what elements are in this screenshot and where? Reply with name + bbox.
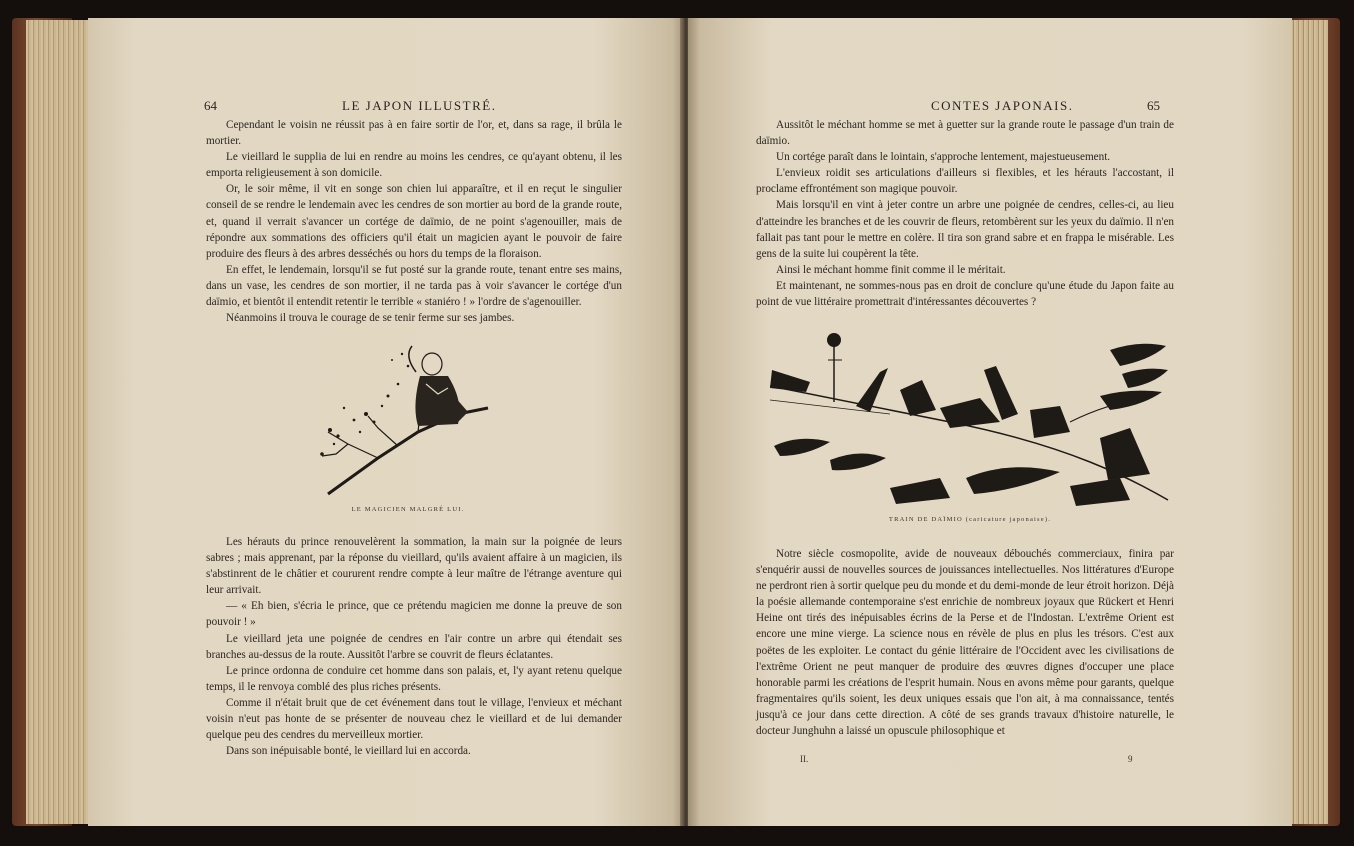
paragraph: Le prince ordonna de conduire cet homme dans son palais, et, l'y ayant retenu quelque temps, il le renvoya comblé des plus riches présents. <box>206 664 622 693</box>
text-block-bottom <box>206 534 622 759</box>
paragraph: Notre siècle cosmopolite, avide de nouveaux débouchés commerciaux, finira par s'enquérir aussi de nouvelles sources de jouissances intellectuelles. Nos littératures d'Europe ne perdront rien à sortir quelque peu du monde et du demi-monde de leur étroit horizon. Déjà la poésie allemande contemporaine s'est enrichie de nombreux joyaux que Rückert et Henri Heine ont tirés des inépuisables écrins de la Perse et de l'Indostan. L'extrême Orient est encore une mine vierge. La science nous en révèle de plus en plus les trésors. C'est aux poëtes de les exploiter. Le contact du génie littéraire de l'Occident avec les civilisations de l'extrême Orient ne peut manquer de produire des œuvres dignes d'occuper une place honorable parmi les créations de l'esprit humain. Nous en avons même pour garants, quelque fragmentaires qu'ils soient, les deux uniques essais que l'on ait, à ma connaissance, tentés jusqu'à ce jour dans cette direction. A côté de ses grands travaux d'histoire naturelle, le docteur Junghuhn a laissé un opuscule philosophique et <box>756 548 1174 738</box>
paragraph: Un cortége paraît dans le lointain, s'approche lentement, majestueusement. <box>776 151 1111 164</box>
illustration-caption: LE MAGICIEN MALGRÉ LUI. <box>351 506 465 513</box>
daimio-procession-illustration <box>770 310 1170 510</box>
page-edges-left <box>26 20 96 824</box>
magician-illustration <box>308 336 508 498</box>
paragraph: L'envieux roidit ses articulations d'ailleurs si flexibles, et les hérauts l'accostant, il proclame effrontément son magique pouvoir. <box>756 167 1174 196</box>
running-head: CONTES JAPONAIS. <box>931 98 1074 113</box>
paragraph: Mais lorsqu'il en vint à jeter contre un arbre une poignée de cendres, celles-ci, au lieu d'atteindre les branches et de les couvrir de fleurs, retombèrent sur les yeux du daïmio. Il n'en fallait pas tant pour le mettre en colère. Il tira son grand sabre et en frappa le misérable. Les gens de la suite lui coupèrent la tête. <box>756 199 1174 260</box>
paragraph: Néanmoins il trouva le courage de se tenir ferme sur ses jambes. <box>226 312 515 325</box>
paragraph: Or, le soir même, il vit en songe son chien lui apparaître, et il en reçut le singulier conseil de se rendre le lendemain avec les cendres de son mortier au bord de la grande route, et, quand il verrait s'avancer un cortége de daïmio, de ne point s'agenouiller, mais de répondre aux sommations des officiers qu'il était un magicien ayant le pouvoir de faire produire des fleurs à des arbres desséchés ou hors du temps de la floraison. <box>206 183 622 260</box>
page-number: 64 <box>204 98 217 113</box>
paragraph: Ainsi le méchant homme finit comme il le méritait. <box>776 263 1006 276</box>
text-block-top <box>756 117 1174 310</box>
text-block-bottom <box>756 546 1174 739</box>
left-page <box>88 18 684 826</box>
paragraph: Cependant le voisin ne réussit pas à en faire sortir de l'or, et, dans sa rage, il brûla le mortier. <box>206 119 622 148</box>
paragraph: En effet, le lendemain, lorsqu'il se fut posté sur la grande route, tenant entre ses mains, dans un vase, les cendres de son mortier, il ne tarda pas à voir s'avancer le cortége d'un daïmio, et bientôt il entendit retentir le terrible « staniéro ! » l'ordre de s'agenouiller. <box>206 263 622 309</box>
paragraph: Les hérauts du prince renouvelèrent la sommation, la main sur la poignée de leurs sabres ; mais apprenant, par la réponse du vieillard, qu'ils avaient affaire à un magicien, ils s'abstinrent de le châtier et coururent rendre compte à leur maître de l'étrange aventure qui leur arrivait. <box>206 536 622 597</box>
paragraph: Le vieillard jeta une poignée de cendres en l'air contre un arbre qui étendait ses branches au-dessus de la route. Aussitôt l'arbre se couvrit de fleurs éclatantes. <box>206 632 622 661</box>
signature-mark-left: II. <box>800 754 809 764</box>
text-block-top <box>206 117 622 326</box>
right-page <box>688 18 1292 826</box>
running-head: LE JAPON ILLUSTRÉ. <box>342 98 497 113</box>
paragraph: Dans son inépuisable bonté, le vieillard lui en accorda. <box>226 745 471 758</box>
page-number: 65 <box>1147 98 1160 113</box>
paragraph: — « Eh bien, s'écria le prince, que ce prétendu magicien me donne la preuve de son pouvoir ! » <box>206 600 622 629</box>
illustration-caption: TRAIN DE DAÏMIO (caricature japonaise). <box>888 516 1052 523</box>
paragraph: Et maintenant, ne sommes-nous pas en droit de conclure qu'une étude du Japon faite au point de vue littéraire promettrait d'intéressantes découvertes ? <box>756 279 1174 309</box>
paragraph: Le vieillard le supplia de lui en rendre au moins les cendres, ce qu'ayant obtenu, il les emporta religieusement à son domicile. <box>206 151 622 180</box>
signature-mark-right: 9 <box>1128 754 1133 764</box>
paragraph: Aussitôt le méchant homme se met à guetter sur la grande route le passage d'un train de daïmio. <box>756 119 1174 148</box>
paragraph: Comme il n'était bruit que de cet événement dans tout le village, l'envieux et méchant voisin n'eut pas honte de se présenter de nouveau chez le vieillard et de lui demander quelque peu des cendres du merveilleux mortier. <box>206 696 622 742</box>
